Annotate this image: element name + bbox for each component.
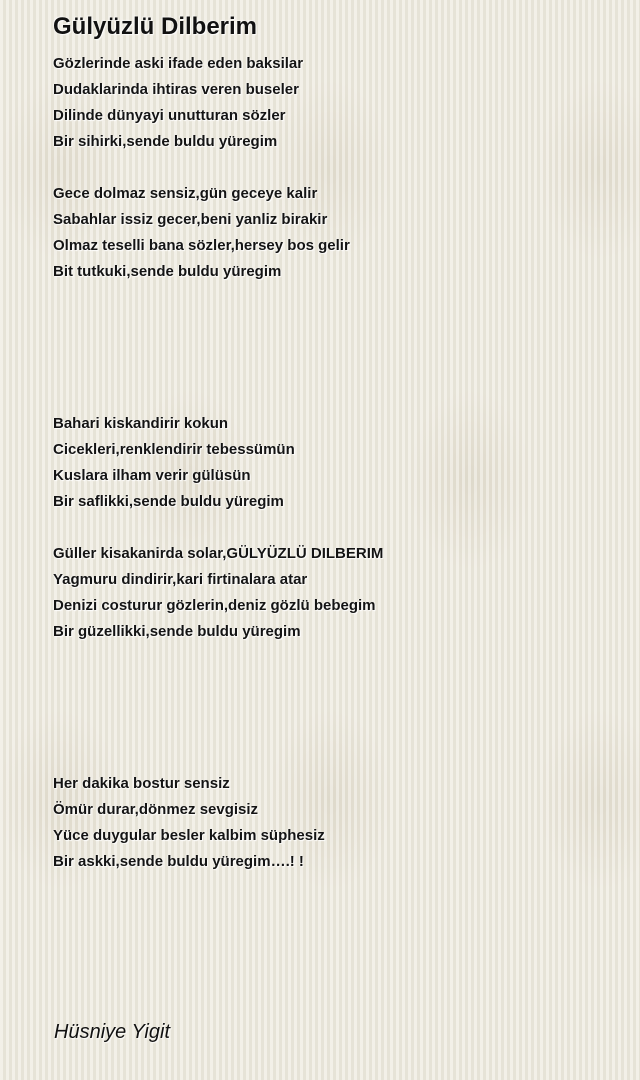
poem-line: Dudaklarinda ihtiras veren buseler bbox=[53, 81, 299, 98]
poem-line: Bir saflikki,sende buldu yüregim bbox=[53, 493, 284, 510]
poem-author: Hüsniye Yigit bbox=[54, 1021, 170, 1043]
poem-line: Bir sihirki,sende buldu yüregim bbox=[53, 133, 278, 150]
poem-line: Bit tutkuki,sende buldu yüregim bbox=[53, 263, 282, 280]
poem-stanza-3 bbox=[53, 411, 295, 515]
poem-line: Gözlerinde aski ifade eden baksilar bbox=[53, 55, 304, 72]
poem-line: Bir askki,sende buldu yüregim….! ! bbox=[53, 853, 304, 870]
poem-line: Dilinde dünyayi unutturan sözler bbox=[53, 107, 286, 124]
poem-line: Yagmuru dindirir,kari firtinalara atar bbox=[53, 571, 308, 588]
poem-stanza-1 bbox=[53, 51, 303, 155]
poem-line: Olmaz teselli bana sözler,hersey bos gelir bbox=[53, 237, 350, 254]
poem-line: Cicekleri,renklendirir tebessümün bbox=[53, 441, 295, 458]
poem-line: Güller kisakanirda solar,GÜLYÜZLÜ DILBERIM bbox=[53, 545, 384, 562]
poem-line: Kuslara ilham verir gülüsün bbox=[53, 467, 251, 484]
poem-line: Yüce duygular besler kalbim süphesiz bbox=[53, 827, 325, 844]
poem-stanza-2 bbox=[53, 181, 350, 285]
poem-line: Denizi costurur gözlerin,deniz gözlü bebegim bbox=[53, 597, 376, 614]
poem-line: Sabahlar issiz gecer,beni yanliz birakir bbox=[53, 211, 328, 228]
poem-line: Ömür durar,dönmez sevgisiz bbox=[53, 801, 259, 818]
poem-stanza-5 bbox=[53, 771, 325, 875]
poem-stanza-4 bbox=[53, 541, 383, 645]
poem-line: Bahari kiskandirir kokun bbox=[53, 415, 229, 432]
poem-title: Gülyüzlü Dilberim bbox=[53, 13, 258, 40]
poem-line: Gece dolmaz sensiz,gün geceye kalir bbox=[53, 185, 318, 202]
poem-line: Her dakika bostur sensiz bbox=[53, 775, 230, 792]
poem-line: Bir güzellikki,sende buldu yüregim bbox=[53, 623, 301, 640]
